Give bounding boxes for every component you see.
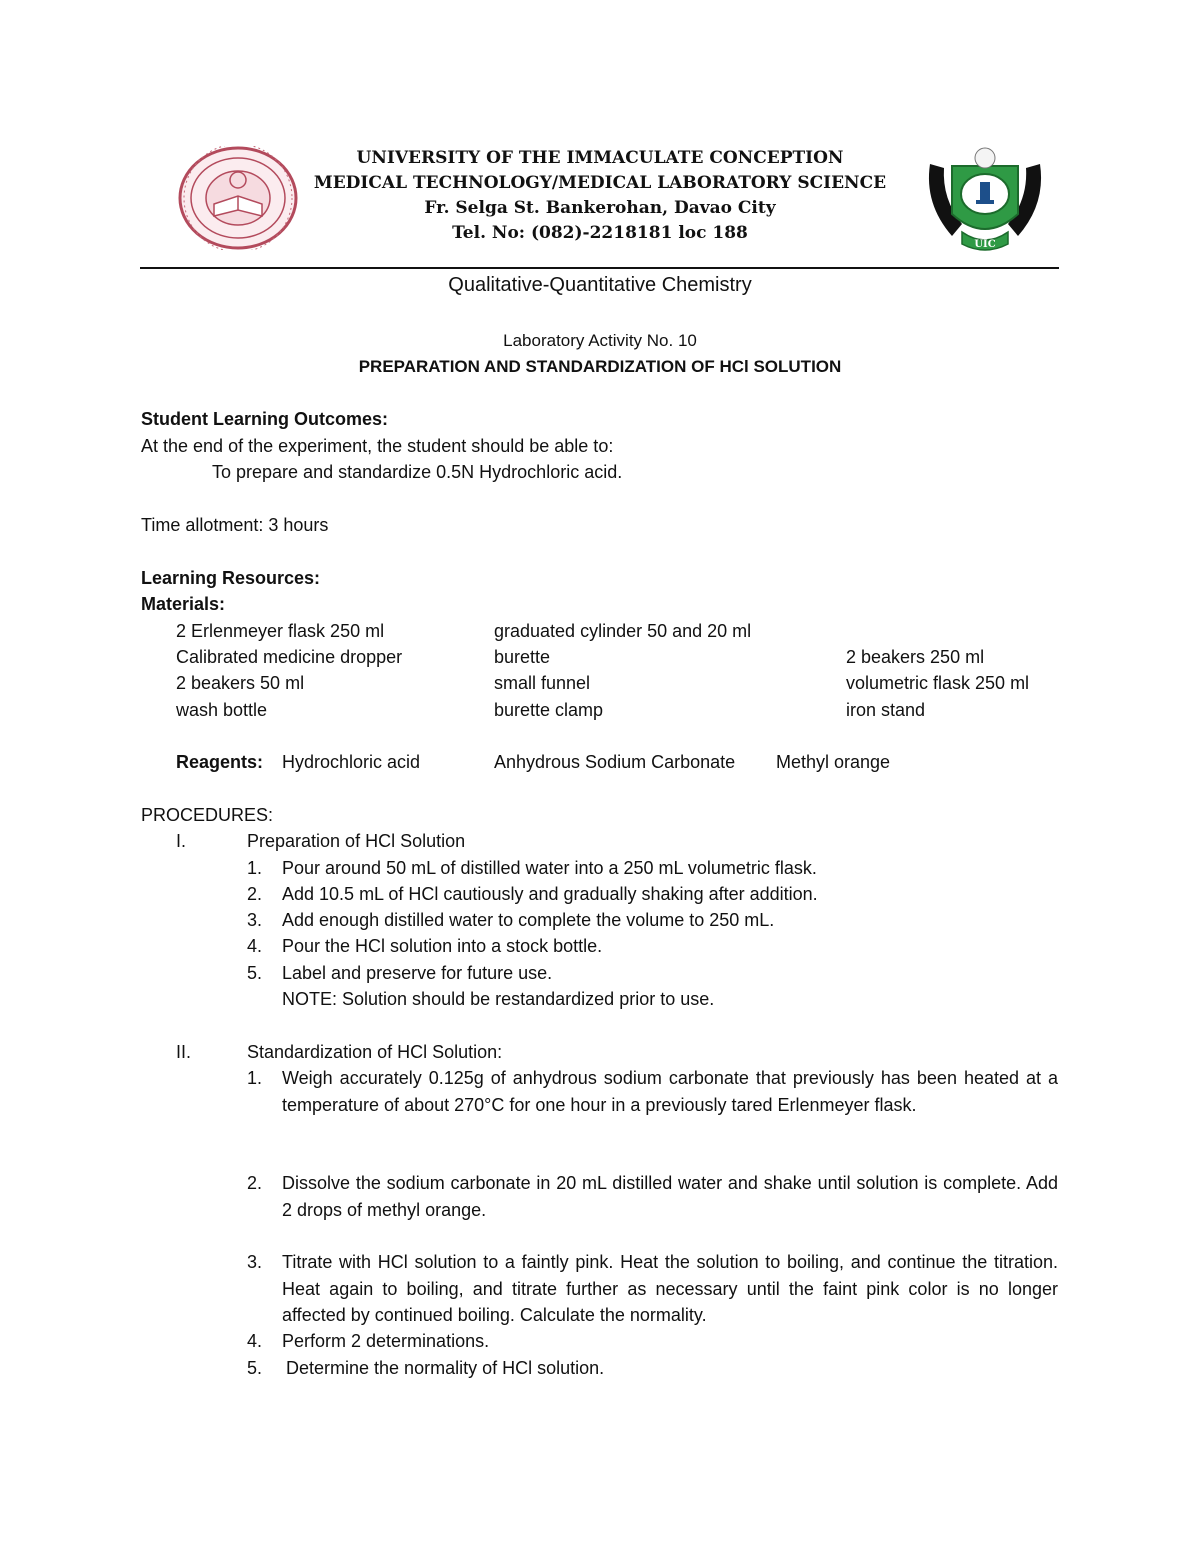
- reagent-item: Anhydrous Sodium Carbonate: [494, 752, 736, 772]
- procedure-step: Titrate with HCl solution to a faintly pink. Heat the solution to boiling, and continue the titration. Heat again to boiling, and titrate further as necessary until the faint pink color is no longer affected by continued boiling. Calculate the normality.: [282, 1252, 1058, 1325]
- procedure-step: Pour the HCl solution into a stock bottle.: [282, 936, 603, 956]
- procedure-step: Label and preserve for future use.: [282, 963, 553, 983]
- section-title: Preparation of HCl Solution: [247, 831, 466, 851]
- time-allotment: Time allotment: 3 hours: [141, 515, 329, 535]
- activity-number: Laboratory Activity No. 10: [503, 331, 697, 350]
- university-seal-logo: [178, 146, 298, 250]
- step-number: 1.: [247, 858, 263, 878]
- letterhead: [140, 140, 1060, 270]
- university-address: Fr. Selga St. Bankerohan, Davao City: [424, 198, 776, 218]
- outcomes-intro: At the end of the experiment, the student should be able to:: [141, 436, 614, 456]
- procedure-step: Add enough distilled water to complete the volume to 250 mL.: [282, 910, 775, 930]
- material-item: Calibrated medicine dropper: [176, 647, 403, 667]
- step-number: 5.: [247, 963, 263, 983]
- materials-label: Materials:: [141, 594, 226, 614]
- step-number: 2.: [247, 1173, 263, 1193]
- resources-heading: Learning Resources:: [141, 568, 321, 588]
- step-number: 4.: [247, 936, 263, 956]
- procedure-step: Determine the normality of HCl solution.: [286, 1358, 605, 1378]
- material-item: 2 beakers 250 ml: [846, 647, 985, 667]
- activity-title: PREPARATION AND STANDARDIZATION OF HCl SOLUTION: [358, 357, 842, 376]
- material-item: small funnel: [494, 673, 591, 693]
- course-title: Qualitative-Quantitative Chemistry: [448, 274, 752, 296]
- outcome-item: To prepare and standardize 0.5N Hydrochloric acid.: [212, 462, 623, 482]
- university-name: UNIVERSITY OF THE IMMACULATE CONCEPTION: [356, 148, 844, 168]
- section-numeral: I.: [176, 831, 187, 851]
- procedure-step: Perform 2 determinations.: [282, 1331, 490, 1351]
- reagent-item: Hydrochloric acid: [282, 752, 421, 772]
- reagent-item: Methyl orange: [776, 752, 891, 772]
- material-item: wash bottle: [176, 700, 268, 720]
- material-item: volumetric flask 250 ml: [846, 673, 1030, 693]
- section-numeral: II.: [176, 1042, 192, 1062]
- section-title: Standardization of HCl Solution:: [247, 1042, 503, 1062]
- step-number: 2.: [247, 884, 263, 904]
- phone-number: Tel. No: (082)-2218181 loc 188: [452, 223, 748, 243]
- material-item: 2 beakers 50 ml: [176, 673, 305, 693]
- material-item: 2 Erlenmeyer flask 250 ml: [176, 621, 385, 641]
- step-number: 5.: [247, 1358, 263, 1378]
- step-number: 3.: [247, 1252, 263, 1272]
- procedure-step: Dissolve the sodium carbonate in 20 mL distilled water and shake until solution is complete. Add 2 drops of methyl orange.: [282, 1173, 1058, 1220]
- procedures-heading: PROCEDURES:: [141, 805, 274, 825]
- material-item: burette: [494, 647, 551, 667]
- outcomes-heading: Student Learning Outcomes:: [141, 409, 389, 429]
- reagents-label: Reagents:: [176, 752, 264, 772]
- procedure-step: Weigh accurately 0.125g of anhydrous sodium carbonate that previously has been heated at a temperature of about 270°C for one hour in a previously tared Erlenmeyer flask.: [282, 1068, 1058, 1115]
- department-crest-logo: [922, 144, 1048, 256]
- material-item: iron stand: [846, 700, 926, 720]
- step-number: 3.: [247, 910, 263, 930]
- crest-text: UIC: [974, 239, 996, 250]
- step-number: 1.: [247, 1068, 263, 1088]
- procedure-note: NOTE: Solution should be restandardized prior to use.: [282, 989, 715, 1009]
- step-number: 4.: [247, 1331, 263, 1351]
- procedure-step: Add 10.5 mL of HCl cautiously and gradually shaking after addition.: [282, 884, 818, 904]
- procedure-step: Pour around 50 mL of distilled water into a 250 mL volumetric flask.: [282, 858, 817, 878]
- header-divider: [140, 267, 1059, 269]
- material-item: burette clamp: [494, 700, 604, 720]
- material-item: graduated cylinder 50 and 20 ml: [494, 621, 752, 641]
- department-name: MEDICAL TECHNOLOGY/MEDICAL LABORATORY SCIENCE: [313, 173, 887, 193]
